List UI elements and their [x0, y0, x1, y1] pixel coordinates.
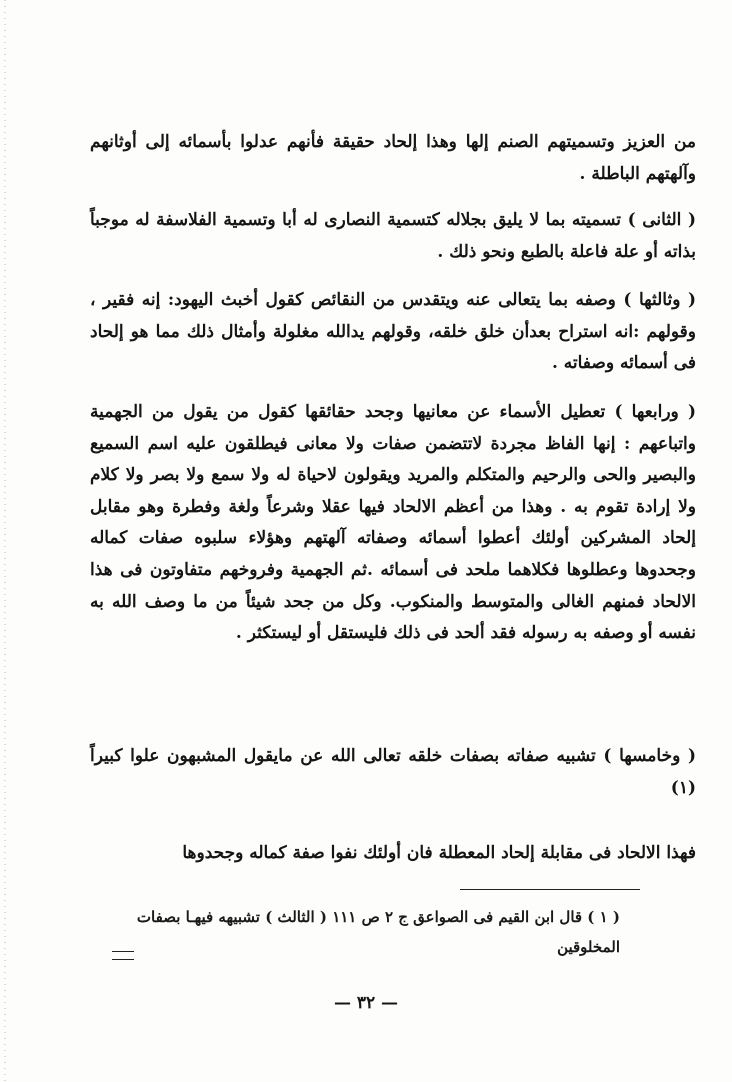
page-number: — ٣٢ —: [333, 993, 399, 1013]
paragraph-5: ( وخامسها ) تشبيه صفاته بصفات خلقه تعالى الله عن مايقول المشبهون علوا كبيراً (١): [90, 746, 696, 798]
continuation-mark: [112, 951, 134, 960]
paragraph-2: ( الثانى ) تسميته بما لا يليق بجلاله كتسمية النصارى له أبا وتسمية الفلاسفة له موجباً بذاته أو علة فاعلة بالطبع ونحو ذلك .: [90, 210, 696, 262]
paragraph-6: فهذا الالحاد فى مقابلة إلحاد المعطلة فان أولئك نفوا صفة كماله وجحدوها: [182, 843, 696, 863]
scan-edge-marks: [4, 0, 6, 1082]
footnote-separator: [460, 889, 640, 890]
paragraph-4: ( ورابعها ) تعطيل الأسماء عن معانيها وجحد حقائقها كقول من يقول من الجهمية واتباعهم : إنها الفاظ مجردة لاتتضمن صفات ولا معانى فيطلقون عليه اسم السميع والبصير والحى والرحيم والمتكلم والمريد ويقولون لاحياة له ولا سمع ولا بصر ولا كلام ولا إرادة تقوم به . وهذا من أعظم الالحاد فيها عقلا وشرعاً ولغة وفطرة وهو مقابل إلحاد المشركين أولئك أعطوا أسمائه وصفاته آلهتهم وهؤلاء سلبوه صفات كماله وجحدوها وعطلوها فكلاهما ملحد فى أسمائه .ثم الجهمية وفروخهم متفاوتون فى هذا الالحاد فمنهم الغالى والمتوسط والمنكوب. وكل من جحد شيئاً من ما وصف الله به نفسه أو وصفه به رسوله فقد ألحد فى ذلك فليستقل أو ليستكثر .: [90, 402, 696, 644]
footnote: ( ١ ) قال ابن القيم فى الصواعق ج ٢ ص ١١١ ( الثالث ) تشبيهه فيهـا بصفات المخلوقين: [136, 908, 620, 956]
paragraph-3: ( وثالثها ) وصفه بما يتعالى عنه ويتقدس من النقائص كقول أخبث اليهود: إنه فقير ، وقولهم :انه استراح بعدأن خلق خلقه، وقولهم يدالله مغلولة وأمثال ذلك مما هو إلحاد فى أسمائه وصفاته .: [90, 290, 696, 374]
paragraph-1: من العزيز وتسميتهم الصنم إلها وهذا إلحاد حقيقة فأنهم عدلوا بأسمائه إلى أوثانهم وآلهتهم الباطلة .: [90, 132, 696, 184]
